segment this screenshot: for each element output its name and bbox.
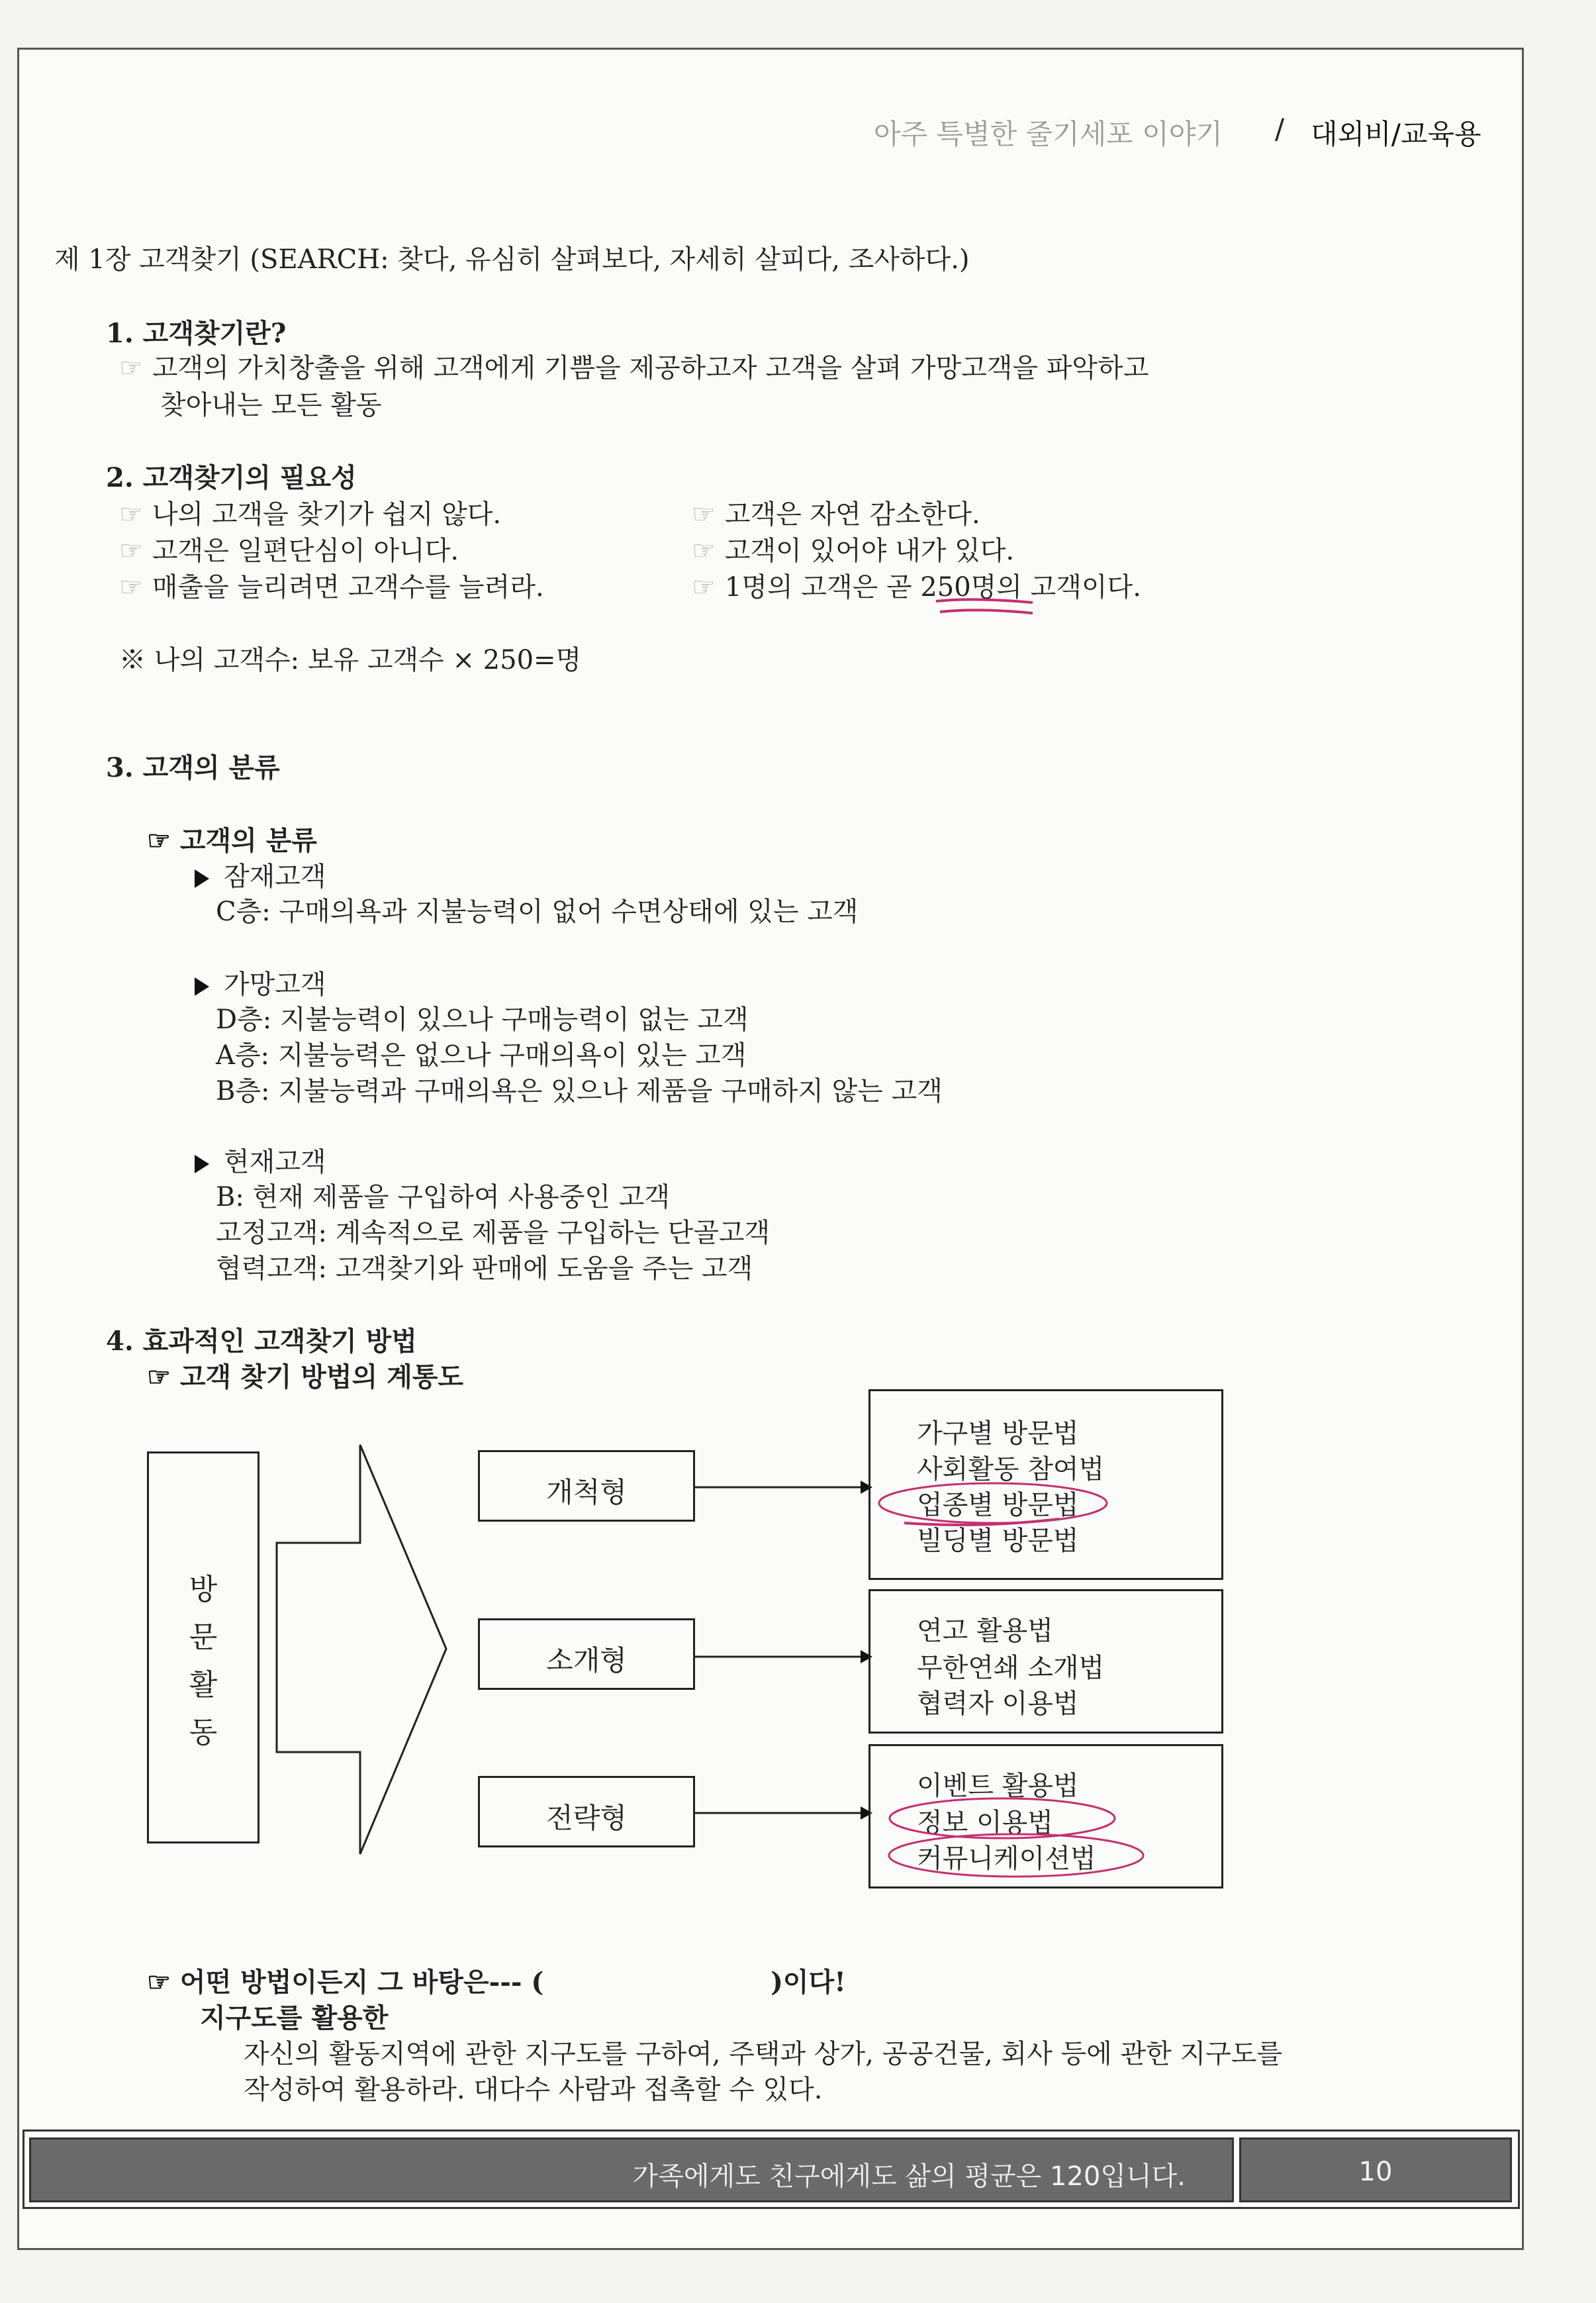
question-prefix: 어떤 방법이든지 그 바탕은--- (	[179, 1967, 544, 1998]
section1-text1: 고객의 가치창출을 위해 고객에게 기쁨을 제공하고자 고객을 살펴 가망고객을 파악하고	[152, 353, 1149, 383]
method-item: 사회활동 참여법	[917, 1454, 1105, 1485]
header-tag: 대외비/교육용	[1311, 118, 1481, 150]
question-line	[147, 1961, 543, 1999]
handwritten-circles	[880, 1788, 1158, 1887]
footer-text: 가족에게도 친구에게도 삶의 평균은 120입니다.	[632, 2161, 1186, 2192]
method-item: 연고 활용법	[917, 1616, 1053, 1646]
handwritten-circle	[861, 1475, 1125, 1555]
section2-right-1	[692, 493, 980, 531]
section1-line2: 찾아내는 모든 활동	[160, 390, 382, 420]
group-line: 협력고객: 고객찾기와 판매에 도움을 주는 고객	[216, 1253, 753, 1284]
pointing-hand-icon: ☞	[692, 499, 716, 530]
section2-note: ※ 나의 고객수: 보유 고객수 × 250=명	[119, 645, 582, 675]
header-slash: /	[1275, 113, 1285, 145]
group-line: D층: 지불능력이 있으나 구매능력이 없는 고객	[216, 1004, 749, 1035]
triangle-bullet-icon	[195, 977, 209, 996]
section1-line1	[119, 347, 1149, 385]
root-box	[147, 1451, 259, 1843]
section2-left-text-1: 나의 고객을 찾기가 쉽지 않다.	[152, 499, 502, 530]
section4-subheading-text: 고객 찾기 방법의 계통도	[179, 1361, 464, 1393]
section2-left-3	[119, 566, 544, 604]
method-item: 이벤트 활용법	[917, 1771, 1079, 1801]
group-line: C층: 구매의욕과 지불능력이 없어 수면상태에 있는 고객	[216, 897, 859, 927]
pointing-hand-icon: ☞	[119, 499, 143, 530]
section2-left-text-3: 매출을 늘리려면 고객수를 늘려라.	[152, 572, 544, 603]
section3-heading: 3. 고객의 분류	[106, 752, 280, 783]
triangle-bullet-icon	[195, 869, 209, 888]
root-label	[149, 1566, 258, 1757]
group-title-text-3: 현재고객	[224, 1147, 326, 1177]
big-arrow-icon	[275, 1444, 455, 1861]
pointing-hand-icon: ☞	[147, 1967, 171, 1998]
group-line: A층: 지불능력은 없으나 구매의욕이 있는 고객	[216, 1040, 747, 1071]
section1-heading: 1. 고객찾기란?	[106, 318, 287, 349]
method-item: 커뮤니케이션법	[917, 1843, 1096, 1874]
root-char: 문	[189, 1620, 218, 1654]
method-box-2	[868, 1589, 1223, 1734]
handwritten-underline	[933, 595, 1039, 621]
method-item: 무한연쇄 소개법	[917, 1653, 1105, 1683]
chapter-title: 제 1장 고객찾기 (SEARCH: 찾다, 유심히 살펴보다, 자세히 살피다, 조사하다.)	[54, 244, 970, 275]
method-item: 업종별 방문법	[917, 1490, 1079, 1520]
group-title-3	[195, 1141, 326, 1179]
pointing-hand-icon: ☞	[147, 825, 171, 856]
question-suffix: )이다!	[771, 1967, 846, 1998]
section2-right-text-2: 고객이 있어야 내가 있다.	[724, 536, 1015, 566]
group-line: B층: 지불능력과 구매의욕은 있으나 제품을 구매하지 않는 고객	[216, 1076, 943, 1106]
answer-para1: 자신의 활동지역에 관한 지구도를 구하여, 주택과 상가, 공공건물, 회사 등에 관한 지구도를	[244, 2039, 1283, 2069]
type-label: 전략형	[546, 1802, 627, 1834]
answer-para2: 작성하여 활용하라. 대다수 사람과 접촉할 수 있다.	[244, 2075, 823, 2105]
section4-subheading	[147, 1356, 463, 1394]
page-number-bar	[1239, 2137, 1512, 2202]
section2-right-3	[692, 566, 1141, 604]
root-char: 동	[189, 1716, 218, 1749]
section2-right-text-3: 1명의 고객은 곧 250명의 고객이다.	[724, 572, 1141, 603]
pointing-hand-icon: ☞	[692, 572, 716, 603]
footer-bar	[29, 2137, 1234, 2202]
pointing-hand-icon: ☞	[119, 536, 143, 566]
page-number: 10	[1358, 2157, 1393, 2187]
root-char: 방	[189, 1573, 218, 1606]
answer-title: 지구도를 활용한	[200, 2002, 389, 2034]
root-char: 활	[189, 1668, 218, 1702]
section2-right-text-1: 고객은 자연 감소한다.	[724, 499, 980, 530]
pointing-hand-icon: ☞	[119, 353, 143, 383]
type-box-strategy	[478, 1776, 695, 1847]
method-item: 빌딩별 방문법	[917, 1526, 1079, 1556]
section2-heading: 2. 고객찾기의 필요성	[106, 462, 357, 493]
triangle-bullet-icon	[195, 1155, 209, 1173]
section2-left-2	[119, 530, 459, 567]
connector-arrows	[695, 1471, 874, 1829]
group-title-text-2: 가망고객	[224, 969, 326, 1000]
method-item: 가구별 방문법	[917, 1418, 1079, 1449]
section2-left-text-2: 고객은 일편단심이 아니다.	[152, 536, 459, 566]
group-line: 고정고객: 계속적으로 제품을 구입하는 단골고객	[216, 1218, 771, 1248]
group-line: B: 현재 제품을 구입하여 사용중인 고객	[216, 1182, 671, 1212]
method-item: 협력자 이용법	[917, 1689, 1079, 1719]
section4-heading: 4. 효과적인 고객찾기 방법	[106, 1326, 417, 1357]
section2-right-2	[692, 530, 1014, 567]
section3-subheading-text: 고객의 분류	[179, 825, 317, 856]
type-box-pioneer	[478, 1450, 695, 1522]
pointing-hand-icon: ☞	[119, 572, 143, 603]
pointing-hand-icon: ☞	[147, 1361, 171, 1393]
section2-left-1	[119, 493, 501, 531]
header-subtitle: 아주 특별한 줄기세포 이야기	[874, 118, 1223, 150]
type-box-referral	[478, 1618, 695, 1690]
group-title-2	[195, 963, 326, 1001]
section3-subheading	[147, 820, 317, 858]
group-title-1	[195, 856, 326, 893]
type-label: 개척형	[546, 1476, 627, 1508]
group-title-text-1: 잠재고객	[224, 861, 326, 892]
method-item: 정보 이용법	[917, 1808, 1053, 1838]
type-label: 소개형	[546, 1644, 627, 1677]
pointing-hand-icon: ☞	[692, 536, 716, 566]
